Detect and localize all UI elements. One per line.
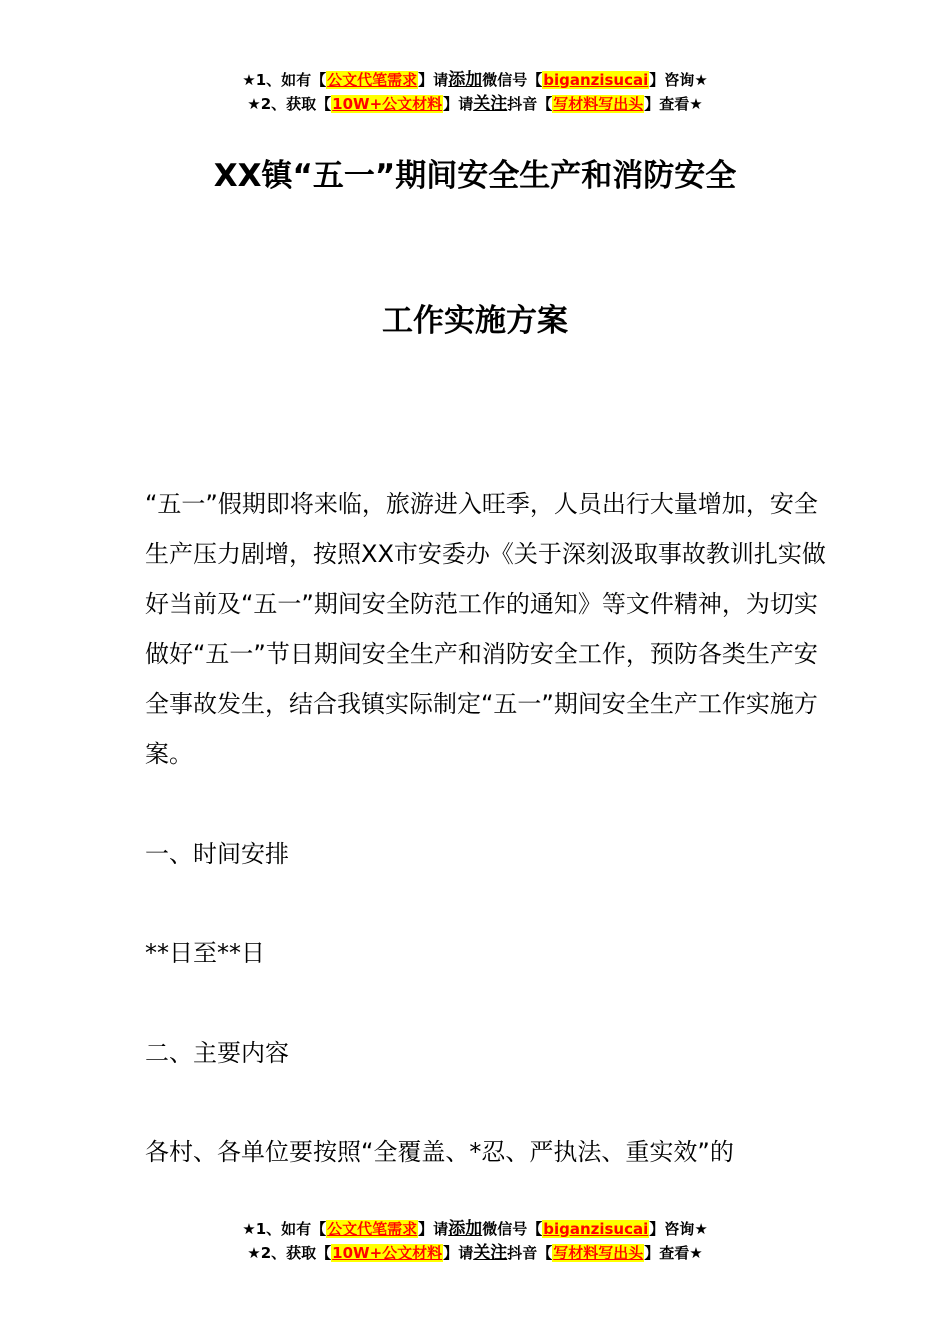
highlight-service: 公文代笔需求 — [327, 71, 418, 89]
promo-line-1: ★1、如有【公文代笔需求】请添加微信号【biganzisucai】咨询★ — [242, 70, 708, 90]
section-1-heading: 一、时间安排 — [145, 840, 289, 868]
star-icon: ★ — [694, 1220, 708, 1238]
promo-banner-bottom — [0, 1217, 950, 1265]
star-icon: ★ — [247, 95, 261, 113]
star-icon: ★ — [689, 95, 703, 113]
star-icon: ★ — [694, 71, 708, 89]
highlight-wechat-id: biganzisucai — [543, 1220, 649, 1238]
promo-line-2: ★2、获取【10W+公文材料】请关注抖音【写材料写出头】查看★ — [247, 1243, 703, 1263]
document-title-line-1: XX镇“五一”期间安全生产和消防安全 — [213, 158, 737, 194]
star-icon: ★ — [247, 1244, 261, 1262]
highlight-service: 公文代笔需求 — [327, 1220, 418, 1238]
section-1-body: **日至**日 — [145, 939, 265, 967]
section-2-heading: 二、主要内容 — [145, 1039, 289, 1067]
highlight-wechat-id: biganzisucai — [543, 71, 649, 89]
star-icon: ★ — [242, 1220, 256, 1238]
highlight-materials: 10W+公文材料 — [332, 95, 443, 113]
star-icon: ★ — [242, 71, 256, 89]
document-title-line-2: 工作实施方案 — [382, 303, 568, 339]
highlight-douyin-account: 写材料写出头 — [553, 1244, 644, 1262]
promo-line-2: ★2、获取【10W+公文材料】请关注抖音【写材料写出头】查看★ — [247, 94, 703, 114]
section-2-body: 各村、各单位要按照“全覆盖、*忍、严执法、重实效”的 — [145, 1138, 734, 1166]
highlight-douyin-account: 写材料写出头 — [553, 95, 644, 113]
promo-banner-top — [0, 68, 950, 116]
promo-line-1: ★1、如有【公文代笔需求】请添加微信号【biganzisucai】咨询★ — [242, 1219, 708, 1239]
star-icon: ★ — [689, 1244, 703, 1262]
highlight-materials: 10W+公文材料 — [332, 1244, 443, 1262]
intro-paragraph: “五一”假期即将来临，旅游进入旺季，人员出行大量增加，安全生产压力剧增，按照XX市安委办《关于深刻汲取事故教训扎实做好当前及“五一”期间安全防范工作的通知》等文件精神，为切实做好“五一”节日期间安全生产和消防安全工作，预防各类生产安全事故发生，结合我镇实际制定“五一”期间安全生产工作实施方案。 — [145, 490, 826, 768]
